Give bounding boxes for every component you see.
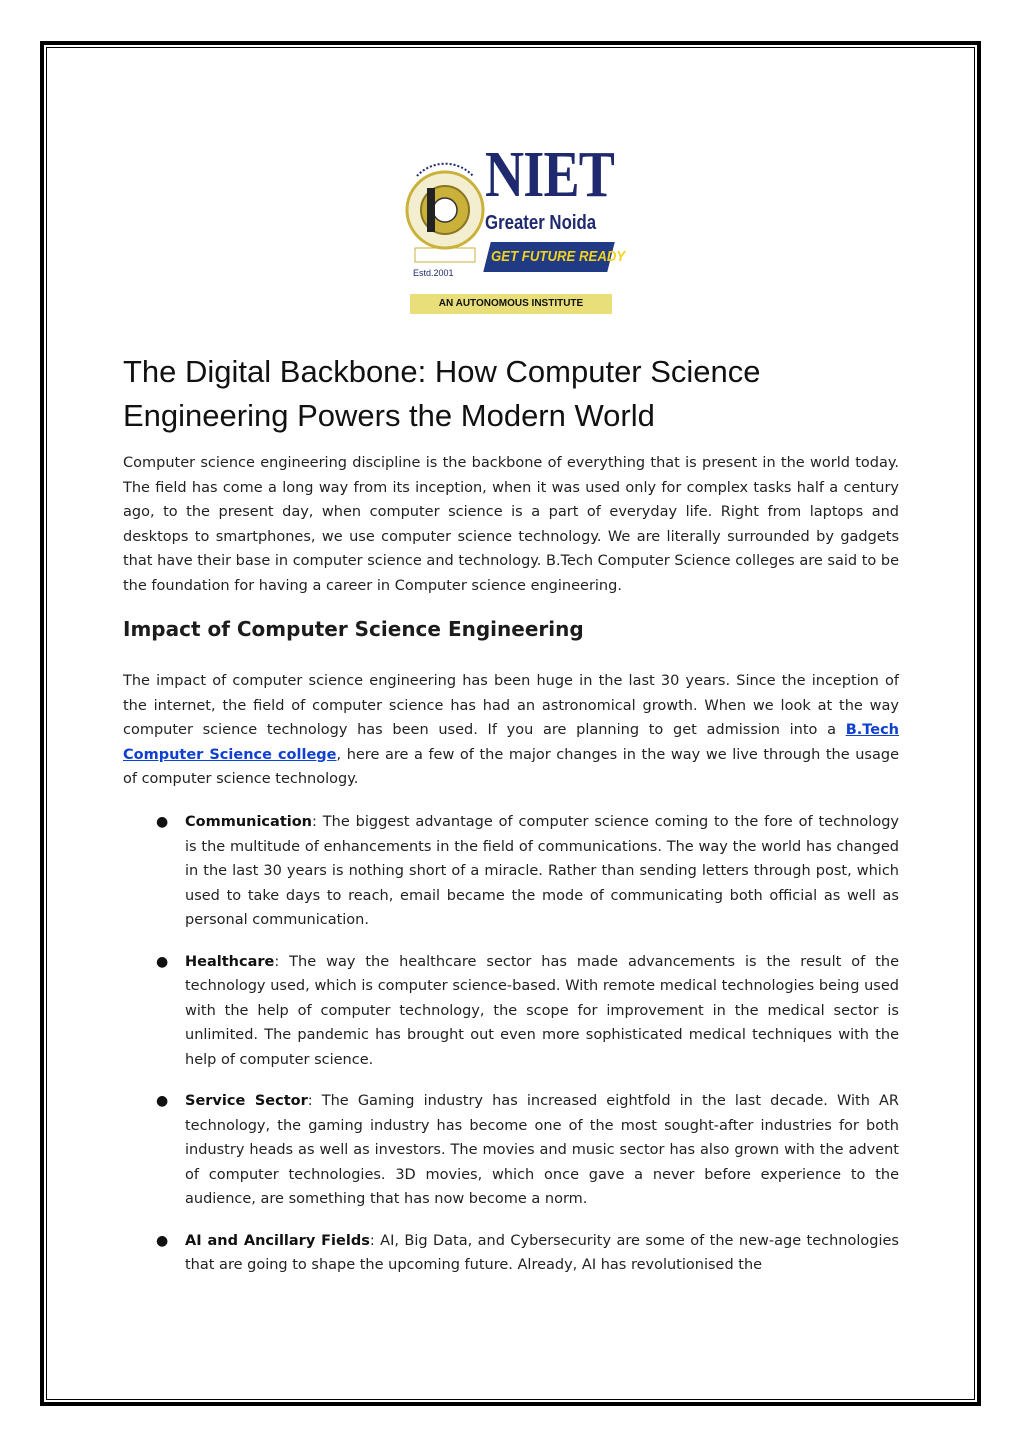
list-item xyxy=(156,950,899,1073)
btech-college-link[interactable]: B.Tech Computer Science college xyxy=(123,722,899,763)
logo-tagline: GET FUTURE READY xyxy=(491,248,626,265)
list-item xyxy=(156,1229,899,1278)
list-item xyxy=(156,810,899,933)
logo-city: Greater Noida xyxy=(485,212,597,234)
article-title: The Digital Backbone: How Computer Science Engineering Powers the Modern World xyxy=(123,354,761,433)
bullet-icon: ● xyxy=(156,814,169,830)
list-item-term: Communication xyxy=(185,814,313,830)
section-text-before-link: The impact of computer science engineering has been huge in the last 30 years. Since the inception of the internet, the field of computer science has had an astronomical growth. When we look at the way computer science technology has been used. If you are planning to get admission into a xyxy=(123,673,899,738)
list-item-term: AI and Ancillary Fields xyxy=(185,1232,370,1249)
list-item-term: Healthcare xyxy=(185,953,275,970)
bullet-icon: ● xyxy=(156,953,169,970)
logo-established: Estd.2001 xyxy=(413,268,454,278)
list-item-term: Service Sector xyxy=(185,1093,308,1109)
intro-paragraph: Computer science engineering discipline is the backbone of everything that is present in the world today. The field has come a long way from its inception, when it was used only for complex tasks half a century ago, to the present day, when computer science is a part of everyday life. Right from laptops and desktops to smartphones, we use computer science technology. We are literally surrounded by gadgets that have their base in computer science and technology. B.Tech Computer Science colleges are said to be the foundation for having a career in Computer science engineering. xyxy=(123,455,899,594)
list-item xyxy=(156,1089,899,1212)
bullet-icon: ● xyxy=(156,1232,169,1249)
list-item-text: : The Gaming industry has increased eightfold in the last decade. With AR technology, the gaming industry has become one of the most sought-after industries for both industry heads as well as investors. The movies and music sector has also grown with the advent of computer technologies. 3D movies, which once gave a never before experience to the audience, are something that has now become a norm. xyxy=(185,1093,899,1207)
bullet-icon: ● xyxy=(156,1093,169,1109)
section-text-after-link: , here are a few of the major changes in the way we live through the usage of computer science technology. xyxy=(123,746,900,787)
list-item-text: : The way the healthcare sector has made advancements is the result of the technology used, which is computer science-based. With remote medical technologies being used with the help of computer technology, the scope for improvement in the medical sector is unlimited. The pandemic has brought out even more sophisticated medical techniques with the help of computer science. xyxy=(185,953,899,1068)
impact-list xyxy=(156,810,899,1295)
list-item-text: : AI, Big Data, and Cybersecurity are some of the new-age technologies that are going to shape the upcoming future. Already, AI has revolutionised the xyxy=(185,1232,899,1273)
logo-wordmark: NIET xyxy=(485,138,615,211)
niet-logo xyxy=(405,138,626,317)
logo-status-bar: AN AUTONOMOUS INSTITUTE xyxy=(410,294,612,314)
list-item-text: : The biggest advantage of computer science coming to the fore of technology is the multitude of enhancements in the field of communications. The way the world has changed in the last 30 years is nothing short of a miracle. Rather than sending letters through post, which used to take days to reach, email became the mode of communicating both official as well as personal communication. xyxy=(185,814,899,928)
section-heading: Impact of Computer Science Engineering xyxy=(123,617,584,641)
section-paragraph xyxy=(123,669,899,792)
